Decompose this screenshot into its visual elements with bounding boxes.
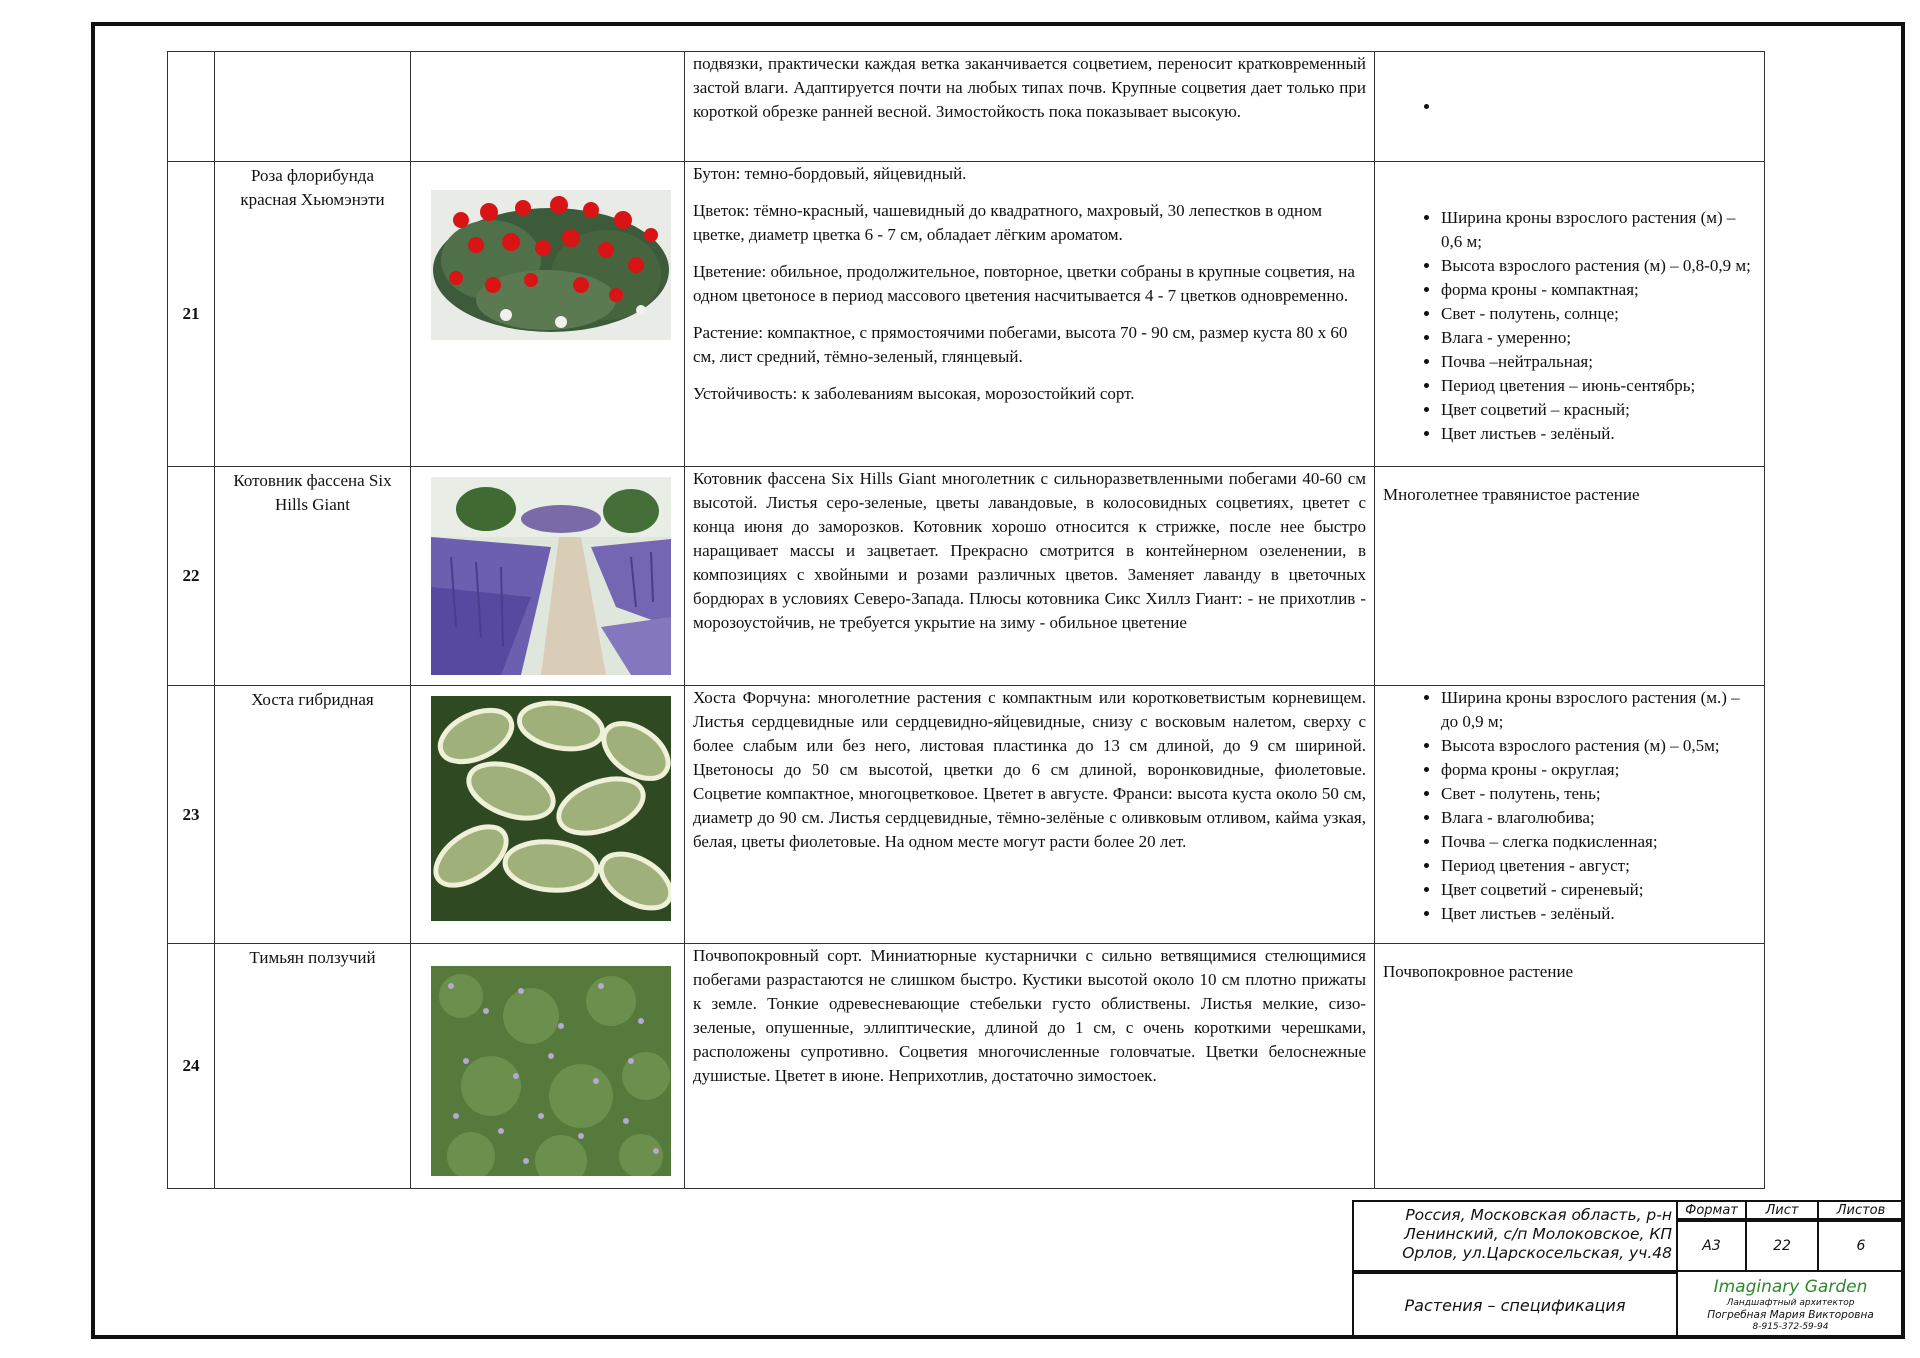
plant-properties [1375,52,1765,162]
hosta-photo [431,696,671,921]
description-paragraph: Цветение: обильное, продолжительное, повторное, цветки собраны в крупные соцветия, на одном цветоносе в период массового цветения насчитывается 4 - 7 цветков одновременно. [693,262,1355,305]
property-item: • Высота взрослого растения (м) – 0,8-0,9 м; [1441,254,1756,278]
property-item: • Свет - полутень, тень; [1441,782,1756,806]
description-paragraph: Цветок: тёмно-красный, чашевидный до квадратного, махровый, 30 лепестков в одном цветке, диаметр цветка 6 - 7 см, обладает лёгким ароматом. [693,201,1323,244]
property-item: • Свет - полутень, солнце; [1441,302,1756,326]
sheet-value: 22 [1745,1220,1819,1272]
property-item: • Ширина кроны взрослого растения (м.) – до 0,9 м; [1441,686,1756,734]
sheet-label: Лист [1745,1200,1819,1220]
row-number: 22 [168,467,215,686]
plant-type-note: Почвопокровное растение [1383,962,1574,981]
thyme-photo [431,966,671,1176]
project-address: Россия, Московская область, р-н Ленинский, с/п Молоковское, КП Орлов, ул.Царскосельская, уч.48 [1352,1200,1678,1272]
plant-image-cell [411,467,685,686]
plant-type-note: Многолетнее травянистое растение [1383,485,1640,504]
property-item: • форма кроны - округлая; [1441,758,1756,782]
property-item [1441,95,1756,119]
plant-image-cell [411,162,685,467]
property-item: • Цвет соцветий - сиреневый; [1441,878,1756,902]
sheets-value: 6 [1817,1220,1905,1272]
description-paragraph: Растение: компактное, с прямостоячими побегами, высота 70 - 90 см, размер куста 80 х 60 см, лист средний, тёмно-зеленый, глянцевый. [693,323,1348,366]
format-label: Формат [1676,1200,1747,1220]
property-item: • Период цветения – июнь-сентябрь; [1441,374,1756,398]
author-phone: 8-915-372-59-94 [1752,1322,1829,1332]
row-number: 24 [168,944,215,1189]
plant-description [685,162,1375,467]
description-paragraph: Устойчивость: к заболеваниям высокая, морозостойкий сорт. [693,384,1135,403]
table-row [168,162,1765,467]
description-paragraph: Бутон: темно-бордовый, яйцевидный. [693,164,967,183]
brand-logo: Imaginary Garden [1713,1277,1868,1297]
plant-image-cell [411,686,685,944]
format-value: А3 [1676,1220,1747,1272]
plant-description [685,686,1375,944]
plant-name: Тимьян ползучий [215,944,411,1189]
title-block [1352,1200,1905,1339]
description-text: Котовник фассена Six Hills Giant многолетник с сильноразветвленными побегами 40-60 см высотой. Листья серо-зеленые, цветы лавандовые, в колосовидных соцветиях, цветет с конца июня до заморозков. Котовник хорошо относится к стрижке, после нее быстро наращивает массы и зацветает. Прекрасно смотрится в контейнерном озеленении, в композициях с хвойными и розами различных цветов. Заменяет лаванду в цветочных бордюрах в условиях Северо-Запада. Плюсы котовника Сикс Хиллз Гиант: - не прихотлив - морозоустойчив, не требуется укрытие на зиму - обильное цветение [693,469,1366,632]
sheets-label: Листов [1817,1200,1905,1220]
row-number: 23 [168,686,215,944]
plant-description [685,944,1375,1189]
property-item: • Почва –нейтральная; [1441,350,1756,374]
plant-name [215,52,411,162]
property-item: • Цвет соцветий – красный; [1441,398,1756,422]
plant-image-cell [411,944,685,1189]
plant-image-cell [411,52,685,162]
red-rose-photo [431,190,671,340]
plant-description [685,52,1375,162]
description-text: Почвопокровный сорт. Миниатюрные кустарнички с сильно ветвящимися стелющимися побегами разрастаются не слишком быстро. Кустики высотой около 10 см плотно прижаты к земле. Тонкие одревесневающие стебельки густо облиствены. Листья мелкие, сизо-зеленые, опушенные, эллиптические, длиной до 1 см, с очень короткими черешками, расположены супротивно. Соцветия многочисленные головчатые. Цветки белоснежные душистые. Цветет в июне. Неприхотлив, достаточно зимостоек. [693,946,1366,1085]
drawing-title: Растения – спецификация [1352,1272,1678,1339]
property-item: • Почва – слегка подкисленная; [1441,830,1756,854]
author-role: Ландшафтный архитектор [1726,1298,1855,1308]
plant-name: Хоста гибридная [215,686,411,944]
property-item: • Высота взрослого растения (м) – 0,5м; [1441,734,1756,758]
studio-stamp [1676,1270,1905,1339]
plant-properties [1375,686,1765,944]
property-item: • форма кроны - компактная; [1441,278,1756,302]
plant-specification-table [167,51,1765,1189]
author-name: Погребная Мария Викторовна [1707,1309,1874,1321]
plant-name: Роза флорибунда красная Хьюмэнэти [215,162,411,467]
table-row [168,52,1765,162]
plant-properties [1375,944,1765,1189]
description-text: Хоста Форчуна: многолетние растения с компактным или коротковетвистым корневищем. Листья сердцевидные или сердцевидно-яйцевидные, снизу с восковым налетом, сверху с более слабым или без него, листовая пластинка до 13 см длиной, до 9 см шириной. Цветоносы до 50 см высотой, цветки до 6 см длиной, воронковидные, фиолетовые. Соцветие компактное, многоцветковое. Цветет в августе. Франси: высота куста около 50 см, диаметр до 90 см. Листья сердцевидные, тёмно-зелёные с оливковым отливом, кайма узкая, белая, цветы фиолетовые. На одном месте могут расти более 20 лет. [693,688,1366,851]
description-text: подвязки, практически каждая ветка заканчивается соцветием, переносит кратковременный застой влаги. Адаптируется почти на любых типах почв. Крупные соцветия дает только при короткой обрезке ранней весной. Зимостойкость пока показывает высокую. [693,54,1366,121]
property-item: • Цвет листьев - зелёный. [1441,902,1756,926]
table-row [168,944,1765,1189]
property-item: • Влага - влаголюбива; [1441,806,1756,830]
property-item: • Цвет листьев - зелёный. [1441,422,1756,446]
table-row [168,467,1765,686]
property-item: • Период цветения - август; [1441,854,1756,878]
plant-description [685,467,1375,686]
plant-properties [1375,467,1765,686]
row-number [168,52,215,162]
row-number: 21 [168,162,215,467]
property-item: • Влага - умеренно; [1441,326,1756,350]
catmint-photo [431,477,671,675]
property-item: • Ширина кроны взрослого растения (м) – 0,6 м; [1441,206,1756,254]
plant-properties [1375,162,1765,467]
plant-name: Котовник фассена Six Hills Giant [215,467,411,686]
table-row [168,686,1765,944]
